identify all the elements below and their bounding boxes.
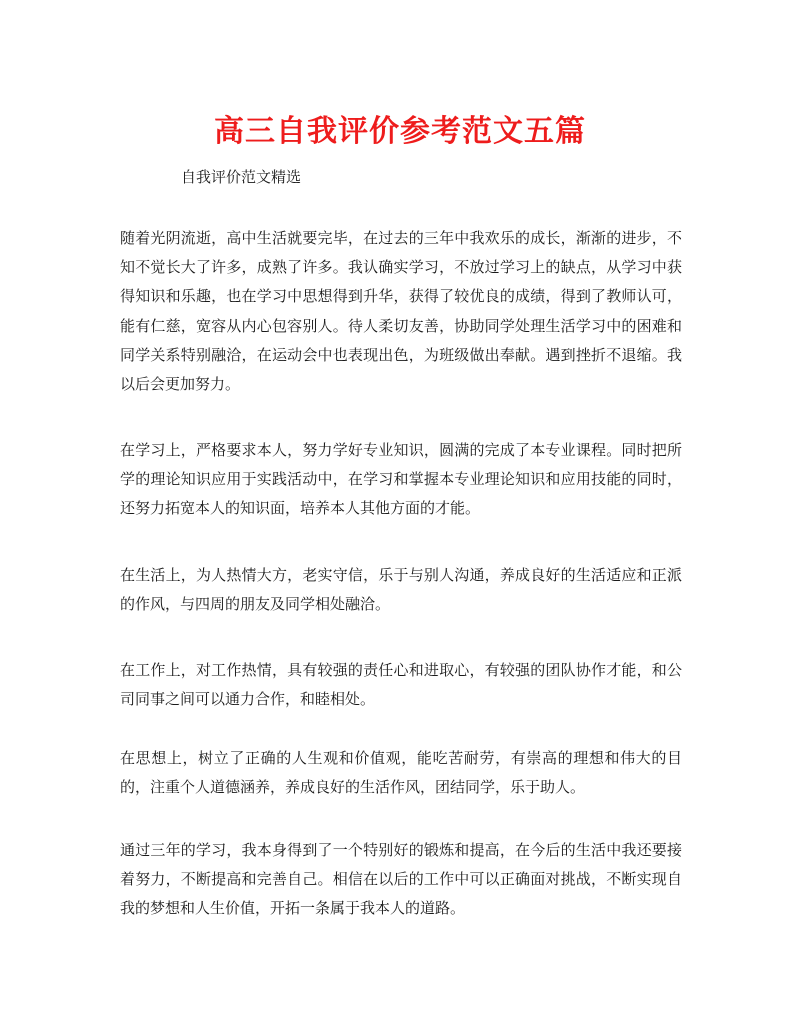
paragraph-1: 随着光阴流逝，高中生活就要完毕，在过去的三年中我欢乐的成长，渐渐的进步，不知不觉长大了许多，成熟了许多。我认确实学习，不放过学习上的缺点，从学习中获得知识和乐趣，也在学习中思想得到升华，获得了较优良的成绩，得到了教师认可，能有仁慈，宽容从内心包容别人。待人柔切友善，协助同学处理生活学习中的困难和同学关系特别融洽，在运动会中也表现出色，为班级做出奉献。遇到挫折不退缩。我以后会更加努力。 [120,229,682,394]
paragraph-5: 在思想上，树立了正确的人生观和价值观，能吃苦耐劳，有崇高的理想和伟大的目的，注重个人道德涵养，养成良好的生活作风，团结同学，乐于助人。 [120,749,682,797]
paragraph-6: 通过三年的学习，我本身得到了一个特别好的锻炼和提高，在今后的生活中我还要接着努力，不断提高和完善自己。相信在以后的工作中可以正确面对挑战，不断实现自我的梦想和人生价值，开拓一条属于我本人的道路。 [120,841,682,918]
paragraph-4: 在工作上，对工作热情，具有较强的责任心和进取心，有较强的团队协作才能，和公司同事之间可以通力合作，和睦相处。 [120,661,682,709]
paragraph-3: 在生活上，为人热情大方，老实守信，乐于与别人沟通，养成良好的生活适应和正派的作风，与四周的朋友及同学相处融洽。 [120,566,682,614]
paragraph-2: 在学习上，严格要求本人，努力学好专业知识，圆满的完成了本专业课程。同时把所学的理论知识应用于实践活动中，在学习和掌握本专业理论知识和应用技能的同时，还努力拓宽本人的知识面，培养本人其他方面的才能。 [120,441,682,518]
document-title: 高三自我评价参考范文五篇 [214,114,586,149]
document-subtitle: 自我评价范文精选 [181,168,302,186]
